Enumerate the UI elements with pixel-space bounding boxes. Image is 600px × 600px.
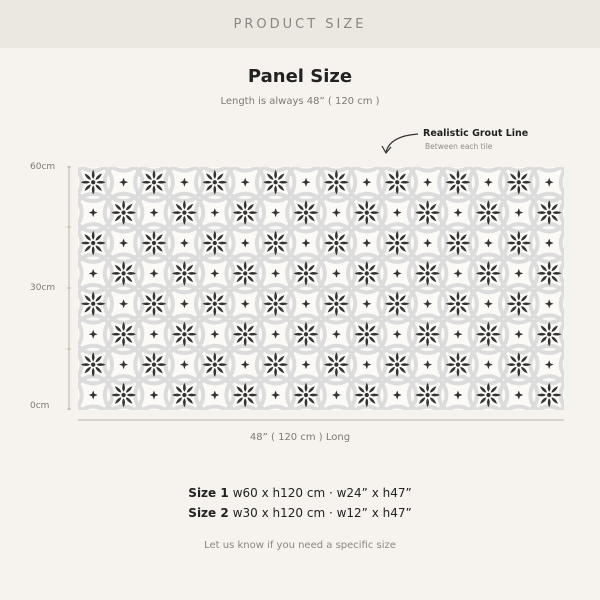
cross-motif-icon [484, 299, 493, 308]
cross-motif-icon [454, 330, 463, 339]
cross-motif-icon [454, 269, 463, 278]
cross-motif-icon [241, 299, 250, 308]
cross-motif-icon [484, 178, 493, 187]
flower-motif-icon [81, 292, 106, 317]
flower-motif-icon [263, 292, 288, 317]
header-bar [0, 0, 600, 48]
flower-motif-icon [233, 200, 258, 225]
cross-motif-icon [484, 239, 493, 248]
cross-motif-icon [150, 391, 159, 400]
size-name: Size 1 [188, 486, 229, 500]
flower-motif-icon [172, 322, 197, 347]
flower-motif-icon [172, 383, 197, 408]
y-tick-label: 60cm [30, 162, 56, 172]
y-tick-label: 30cm [30, 283, 56, 293]
flower-motif-icon [446, 170, 471, 195]
cross-motif-icon [119, 299, 128, 308]
flower-motif-icon [142, 231, 167, 256]
cross-motif-icon [302, 178, 311, 187]
cross-motif-icon [423, 178, 432, 187]
cross-motif-icon [332, 269, 341, 278]
cross-motif-icon [332, 330, 341, 339]
flower-motif-icon [294, 383, 319, 408]
cross-motif-icon [332, 391, 341, 400]
flower-motif-icon [476, 261, 501, 286]
flower-motif-icon [355, 322, 380, 347]
flower-motif-icon [203, 170, 228, 195]
cross-motif-icon [241, 360, 250, 369]
flower-motif-icon [294, 261, 319, 286]
cross-motif-icon [393, 208, 402, 217]
size-spec: w60 x h120 cm · w24” x h47” [232, 486, 412, 500]
flower-motif-icon [446, 292, 471, 317]
flower-motif-icon [142, 292, 167, 317]
flower-motif-icon [142, 352, 167, 377]
size-name: Size 2 [188, 506, 229, 520]
cross-motif-icon [89, 330, 98, 339]
flower-motif-icon [172, 261, 197, 286]
cross-motif-icon [89, 269, 98, 278]
cross-motif-icon [271, 269, 280, 278]
cross-motif-icon [484, 360, 493, 369]
callout-subtitle: Between each tile [425, 142, 493, 151]
flower-motif-icon [233, 383, 258, 408]
flower-motif-icon [476, 383, 501, 408]
cross-motif-icon [210, 391, 219, 400]
cross-motif-icon [150, 208, 159, 217]
size-option-1 [0, 486, 600, 500]
flower-motif-icon [355, 383, 380, 408]
flower-motif-icon [415, 261, 440, 286]
flower-motif-icon [263, 170, 288, 195]
cross-motif-icon [180, 239, 189, 248]
flower-motif-icon [111, 383, 136, 408]
flower-motif-icon [476, 322, 501, 347]
cross-motif-icon [210, 269, 219, 278]
cross-motif-icon [302, 239, 311, 248]
flower-motif-icon [233, 322, 258, 347]
flower-motif-icon [294, 322, 319, 347]
cross-motif-icon [241, 178, 250, 187]
panel-subtitle: Length is always 48” ( 120 cm ) [220, 96, 380, 107]
size-spec: w30 x h120 cm · w12” x h47” [232, 506, 412, 520]
flower-motif-icon [142, 170, 167, 195]
cross-motif-icon [271, 391, 280, 400]
tile-panel-preview [78, 167, 564, 410]
flower-motif-icon [172, 200, 197, 225]
flower-motif-icon [385, 170, 410, 195]
flower-motif-icon [294, 200, 319, 225]
flower-motif-icon [507, 352, 532, 377]
cross-motif-icon [362, 360, 371, 369]
cross-motif-icon [362, 239, 371, 248]
cross-motif-icon [89, 391, 98, 400]
cross-motif-icon [302, 299, 311, 308]
callout-title: Realistic Grout Line [423, 128, 529, 139]
cross-motif-icon [332, 208, 341, 217]
cross-motif-icon [180, 178, 189, 187]
cross-motif-icon [180, 360, 189, 369]
flower-motif-icon [263, 231, 288, 256]
cross-motif-icon [241, 239, 250, 248]
flower-motif-icon [385, 292, 410, 317]
flower-motif-icon [537, 200, 562, 225]
header-label: PRODUCT SIZE [233, 16, 367, 32]
cross-motif-icon [362, 178, 371, 187]
cross-motif-icon [150, 330, 159, 339]
flower-motif-icon [415, 322, 440, 347]
length-label: 48” ( 120 cm ) Long [249, 432, 351, 443]
cross-motif-icon [119, 239, 128, 248]
flower-motif-icon [81, 231, 106, 256]
flower-motif-icon [233, 261, 258, 286]
cross-motif-icon [210, 208, 219, 217]
height-ruler [67, 166, 71, 410]
cross-motif-icon [514, 269, 523, 278]
flower-motif-icon [415, 200, 440, 225]
curved-arrow-icon [380, 128, 424, 156]
flower-motif-icon [324, 352, 349, 377]
panel-title: Panel Size [247, 66, 353, 87]
cross-motif-icon [180, 299, 189, 308]
cross-motif-icon [454, 208, 463, 217]
flower-motif-icon [355, 261, 380, 286]
flower-motif-icon [203, 352, 228, 377]
flower-motif-icon [324, 170, 349, 195]
cross-motif-icon [545, 178, 554, 187]
footer-note: Let us know if you need a specific size [204, 540, 396, 551]
flower-motif-icon [537, 383, 562, 408]
flower-motif-icon [111, 322, 136, 347]
cross-motif-icon [89, 208, 98, 217]
cross-motif-icon [545, 360, 554, 369]
flower-motif-icon [446, 231, 471, 256]
cross-motif-icon [423, 360, 432, 369]
cross-motif-icon [302, 360, 311, 369]
cross-motif-icon [393, 391, 402, 400]
size-option-2 [0, 506, 600, 520]
cross-motif-icon [362, 299, 371, 308]
cross-motif-icon [423, 299, 432, 308]
flower-motif-icon [81, 352, 106, 377]
cross-motif-icon [210, 330, 219, 339]
cross-motif-icon [271, 208, 280, 217]
cross-motif-icon [545, 239, 554, 248]
flower-motif-icon [385, 352, 410, 377]
flower-motif-icon [355, 200, 380, 225]
flower-motif-icon [537, 322, 562, 347]
flower-motif-icon [111, 261, 136, 286]
cross-motif-icon [423, 239, 432, 248]
flower-motif-icon [476, 200, 501, 225]
flower-motif-icon [537, 261, 562, 286]
flower-motif-icon [203, 231, 228, 256]
cross-motif-icon [393, 269, 402, 278]
flower-motif-icon [263, 352, 288, 377]
flower-motif-icon [446, 352, 471, 377]
cross-motif-icon [150, 269, 159, 278]
cross-motif-icon [271, 330, 280, 339]
cross-motif-icon [514, 391, 523, 400]
flower-motif-icon [507, 231, 532, 256]
cross-motif-icon [119, 360, 128, 369]
flower-motif-icon [111, 200, 136, 225]
cross-motif-icon [514, 208, 523, 217]
cross-motif-icon [545, 299, 554, 308]
cross-motif-icon [119, 178, 128, 187]
flower-motif-icon [324, 231, 349, 256]
flower-motif-icon [507, 292, 532, 317]
length-ruler [78, 418, 564, 422]
flower-motif-icon [203, 292, 228, 317]
flower-motif-icon [507, 170, 532, 195]
y-tick-label: 0cm [30, 401, 50, 411]
cross-motif-icon [454, 391, 463, 400]
flower-motif-icon [81, 170, 106, 195]
flower-motif-icon [385, 231, 410, 256]
flower-motif-icon [324, 292, 349, 317]
flower-motif-icon [415, 383, 440, 408]
cross-motif-icon [514, 330, 523, 339]
cross-motif-icon [393, 330, 402, 339]
